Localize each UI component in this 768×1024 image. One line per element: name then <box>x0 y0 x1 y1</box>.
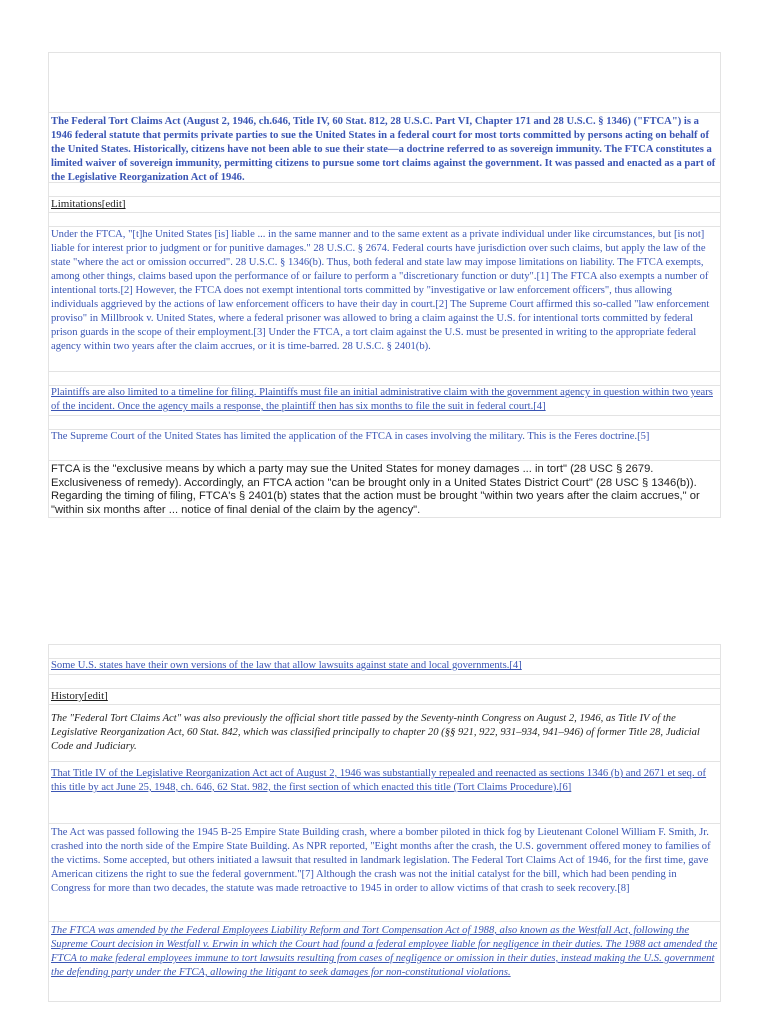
top-row <box>49 645 720 659</box>
divider-row <box>49 675 720 689</box>
westfall-paragraph[interactable]: The FTCA was amended by the Federal Employees Liability Reform and Tort Compensation Act of 1988, also known as the Westfall Act, following the Supreme Court decision in Westfall v. Erwin in which the Court had found a federal employee liable for negligence in their duties. The 1988 act amended the FTCA to make federal employees immune to tort lawsuits resulting from cases of negligence or omission in their duties, instead making the U.S. government the defending party under the FTCA, allowing the litigant to seek damages for non-constitutional violations. <box>51 925 718 978</box>
exclusive-paragraph: FTCA is the "exclusive means by which a party may sue the United States for money damages ... in tort" (28 USC § 2679. Exclusiveness of remedy). Accordingly, an FTCA action "can be brought only in a United States District Court" (28 USC § 1346(b)). Regarding the timing of filing, FTCA's § 2401(b) states that the action must be brought "within two years after the claim accrues," or "within six months after ... notice of final denial of the claim by the agency". <box>51 463 700 516</box>
divider-row <box>49 213 720 227</box>
history-heading[interactable]: History[edit] <box>51 690 108 702</box>
crash-paragraph: The Act was passed following the 1945 B-25 Empire State Building crash, where a bomber piloted in thick fog by Lieutenant Colonel William F. Smith, Jr. crashed into the north side of the Empire State Building. As NPR reported, "Eight months after the crash, the U.S. government offered money to families of the victims. Some accepted, but others initiated a lawsuit that resulted in landmark legislation. The Federal Tort Claims Act of 1946, for the first time, gave American citizens the right to sue the federal government."[7] Although the crash was not the initial catalyst for the bill, which had been pending in Congress for more than two decades, the statute was made retroactive to 1945 in order to allow victims of that crash to seek recovery.[8] <box>51 827 711 894</box>
states-paragraph[interactable]: Some U.S. states have their own versions of the law that allow lawsuits against state and local governments.[4] <box>51 660 522 671</box>
limitations-paragraph: Under the FTCA, "[t]he United States [is] liable ... in the same manner and to the same extent as a private individual under like circumstances, but [is not] liable for interest prior to judgment or for punitive damages." 28 U.S.C. § 2674. Federal courts have jurisdiction over such claims, but apply the law of the state "where the act or omission occurred". 28 U.S.C. § 1346(b). Thus, both federal and state law may impose limitations on liability. The FTCA exempts, among other things, claims based upon the performance of or failure to perform a "discretionary function or duty".[1] The FTCA also exempts a number of intentional torts.[2] However, the FTCA does not exempt intentional torts committed by "investigative or law enforcement officers", thus allowing individuals aggrieved by the actions of law enforcement officers to have their day in court.[2] The Supreme Court affirmed this so-called "law enforcement proviso" in Millbrook v. United States, where a federal prisoner was allowed to bring a claim against the U.S. for intentional torts committed by federal prison guards in the scope of their employment.[3] Under the FTCA, a tort claim against the U.S. must be presented in writing to the appropriate federal agency within two years after the claim accrues, or it is time-barred. 28 U.S.C. § 2401(b). <box>51 229 710 352</box>
title-iv-row <box>49 762 720 824</box>
feres-row <box>49 430 720 461</box>
crash-row <box>49 824 720 922</box>
limitations-heading[interactable]: Limitations[edit] <box>51 198 126 210</box>
westfall-row <box>49 922 720 1002</box>
exclusive-row <box>49 461 720 518</box>
divider-row <box>49 416 720 430</box>
limitations-row <box>49 227 720 372</box>
history-heading-row <box>49 689 720 705</box>
content-block-2 <box>48 644 721 1002</box>
short-title-paragraph: The "Federal Tort Claims Act" was also previously the official short title passed by the Seventy-ninth Congress on August 2, 1946, as Title IV of the Legislative Reorganization Act, 60 Stat. 842, which was classified principally to chapter 20 (§§ 921, 922, 931–934, 941–946) of former Title 28, Judicial Code and Judiciary. <box>51 713 700 752</box>
divider-row <box>49 183 720 197</box>
content-block-1 <box>48 52 721 518</box>
top-empty-row <box>49 53 720 113</box>
intro-paragraph: The Federal Tort Claims Act (August 2, 1946, ch.646, Title IV, 60 Stat. 812, 28 U.S.C. Part VI, Chapter 171 and 28 U.S.C. § 1346) ("FTCA") is a 1946 federal statute that permits private parties to sue the United States in a federal court for most torts committed by persons acting on behalf of the United States. Historically, citizens have not been able to sue their state—a doctrine referred to as sovereign immunity. The FTCA constitutes a limited waiver of sovereign immunity, permitting citizens to pursue some tort claims against the government. It was passed and enacted as a part of the Legislative Reorganization Act of 1946. <box>51 116 716 183</box>
short-title-row <box>49 705 720 762</box>
limitations-heading-row <box>49 197 720 213</box>
divider-row <box>49 372 720 386</box>
feres-paragraph: The Supreme Court of the United States has limited the application of the FTCA in cases involving the military. This is the Feres doctrine.[5] <box>51 431 650 442</box>
title-iv-paragraph[interactable]: That Title IV of the Legislative Reorganization Act act of August 2, 1946 was substantially repealed and reenacted as sections 1346 (b) and 2671 et seq. of this title by act June 25, 1948, ch. 646, 62 Stat. 982, the first section of which enacted this title (Tort Claims Procedure).[6] <box>51 768 707 793</box>
states-row <box>49 659 720 675</box>
plaintiffs-row <box>49 386 720 416</box>
plaintiffs-paragraph[interactable]: Plaintiffs are also limited to a timeline for filing. Plaintiffs must file an initial administrative claim with the government agency in question within two years of the incident. Once the agency mails a response, the plaintiff then has six months to file the suit in federal court.[4] <box>51 387 713 412</box>
intro-row <box>49 113 720 183</box>
